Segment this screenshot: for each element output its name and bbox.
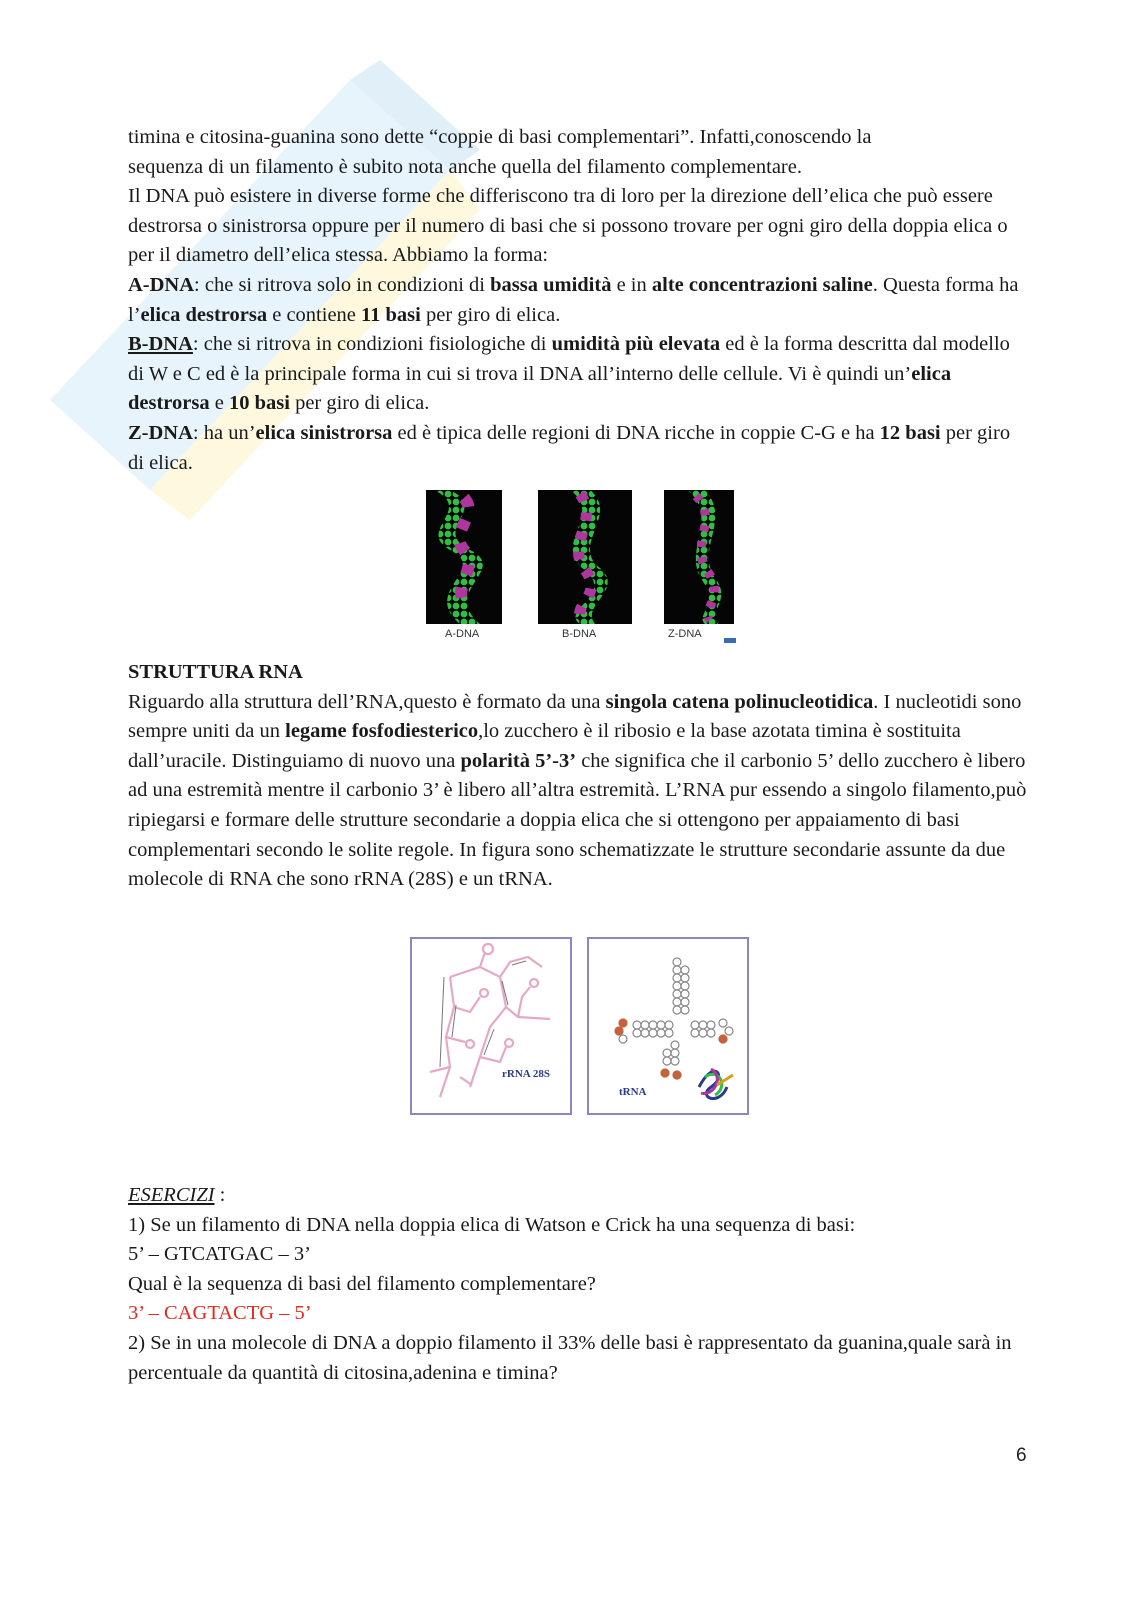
term-a-dna: A-DNA xyxy=(128,273,195,296)
exercises-heading: ESERCIZI : xyxy=(128,1184,226,1206)
paragraph-line: sequenza di un filamento è subito nota anche quella del filamento complementare. xyxy=(128,155,802,178)
label-z-dna: Z-DNA xyxy=(668,628,702,640)
page-number: 6 xyxy=(1016,1445,1027,1466)
label-a-dna: A-DNA xyxy=(445,628,480,640)
exercise-1-prompt: Qual è la sequenza di basi del filamento complementare? xyxy=(128,1272,596,1295)
paragraph-b-dna: B-DNA: che si ritrova in condizioni fisiologiche di umidità più elevata ed è la forma descritta dal modello di W e C ed è la principale forma in cui si trova il DNA all’interno delle cellule. Vi è quindi un’elica destrorsa e 10 basi per giro di elica. xyxy=(128,333,1010,415)
dna-forms-figure xyxy=(420,490,760,650)
exercises-section xyxy=(128,1181,1028,1388)
paragraph-z-dna: Z-DNA: ha un’elica sinistrorsa ed è tipica delle regioni di DNA ricche in coppie C-G e ha 12 basi per giro di elica. xyxy=(128,421,1011,474)
z-dna-image xyxy=(664,490,734,624)
paragraph-dna-forms: Il DNA può esistere in diverse forme che differiscono tra di loro per la direzione dell’elica che può essere destrorsa o sinistrorsa oppure per il numero di basi che si possono trovare per ogni giro della doppia elica o per il diametro dell’elica stessa. Abbiamo la forma: xyxy=(128,185,1008,267)
label-rrna: rRNA 28S xyxy=(502,1068,550,1080)
label-trna: tRNA xyxy=(619,1086,647,1098)
paragraph-line: timina e citosina-guanina sono dette “coppie di basi complementari”. Infatti,conoscendo la xyxy=(128,126,872,148)
paragraph-a-dna: A-DNA: che si ritrova solo in condizioni di bassa umidità e in alte concentrazioni saline. Questa forma ha l’elica destrorsa e contiene 11 basi per giro di elica. xyxy=(128,273,1019,326)
exercise-1-sequence: 5’ – GTCATGAC – 3’ xyxy=(128,1243,311,1266)
term-b-dna: B-DNA xyxy=(128,333,193,356)
rrna-28s-figure xyxy=(410,937,572,1115)
a-dna-image xyxy=(426,490,502,624)
b-dna-image xyxy=(538,490,632,624)
label-b-dna: B-DNA xyxy=(562,628,597,640)
rna-section xyxy=(128,658,1028,895)
trna-figure xyxy=(587,937,749,1115)
term-z-dna: Z-DNA xyxy=(128,421,193,444)
exercise-1-question: 1) Se un filamento di DNA nella doppia elica di Watson e Crick ha una sequenza di basi: xyxy=(128,1213,856,1236)
body-text-top xyxy=(128,123,1028,478)
exercise-2-question: 2) Se in una molecole di DNA a doppio filamento il 33% delle basi è rappresentato da guanina,quale sarà in percentuale da quantità di citosina,adenina e timina? xyxy=(128,1331,1012,1384)
section-heading-rna: STRUTTURA RNA xyxy=(128,661,303,683)
paragraph-rna: Riguardo alla struttura dell’RNA,questo è formato da una singola catena polinucleotidica. I nucleotidi sono sempre uniti da un legame fosfodiesterico,lo zucchero è il ribosio e la base azotata timina è sostituita dall’uracile. Distinguiamo di nuovo una polarità 5’-3’ che significa che il carbonio 5’ dello zucchero è libero ad una estremità mentre il carbonio 3’ è libero all’altra estremità. L’RNA pur essendo a singolo filamento,può ripiegarsi e formare delle strutture secondarie a doppia elica che si ottengono per appaiamento di basi complementari secondo le solite regole. In figura sono schematizzate le strutture secondarie assunte da due molecole di RNA che sono rRNA (28S) e un tRNA. xyxy=(128,690,1027,891)
scale-marker xyxy=(724,638,736,643)
exercise-1-answer: 3’ – CAGTACTG – 5’ xyxy=(128,1302,312,1325)
